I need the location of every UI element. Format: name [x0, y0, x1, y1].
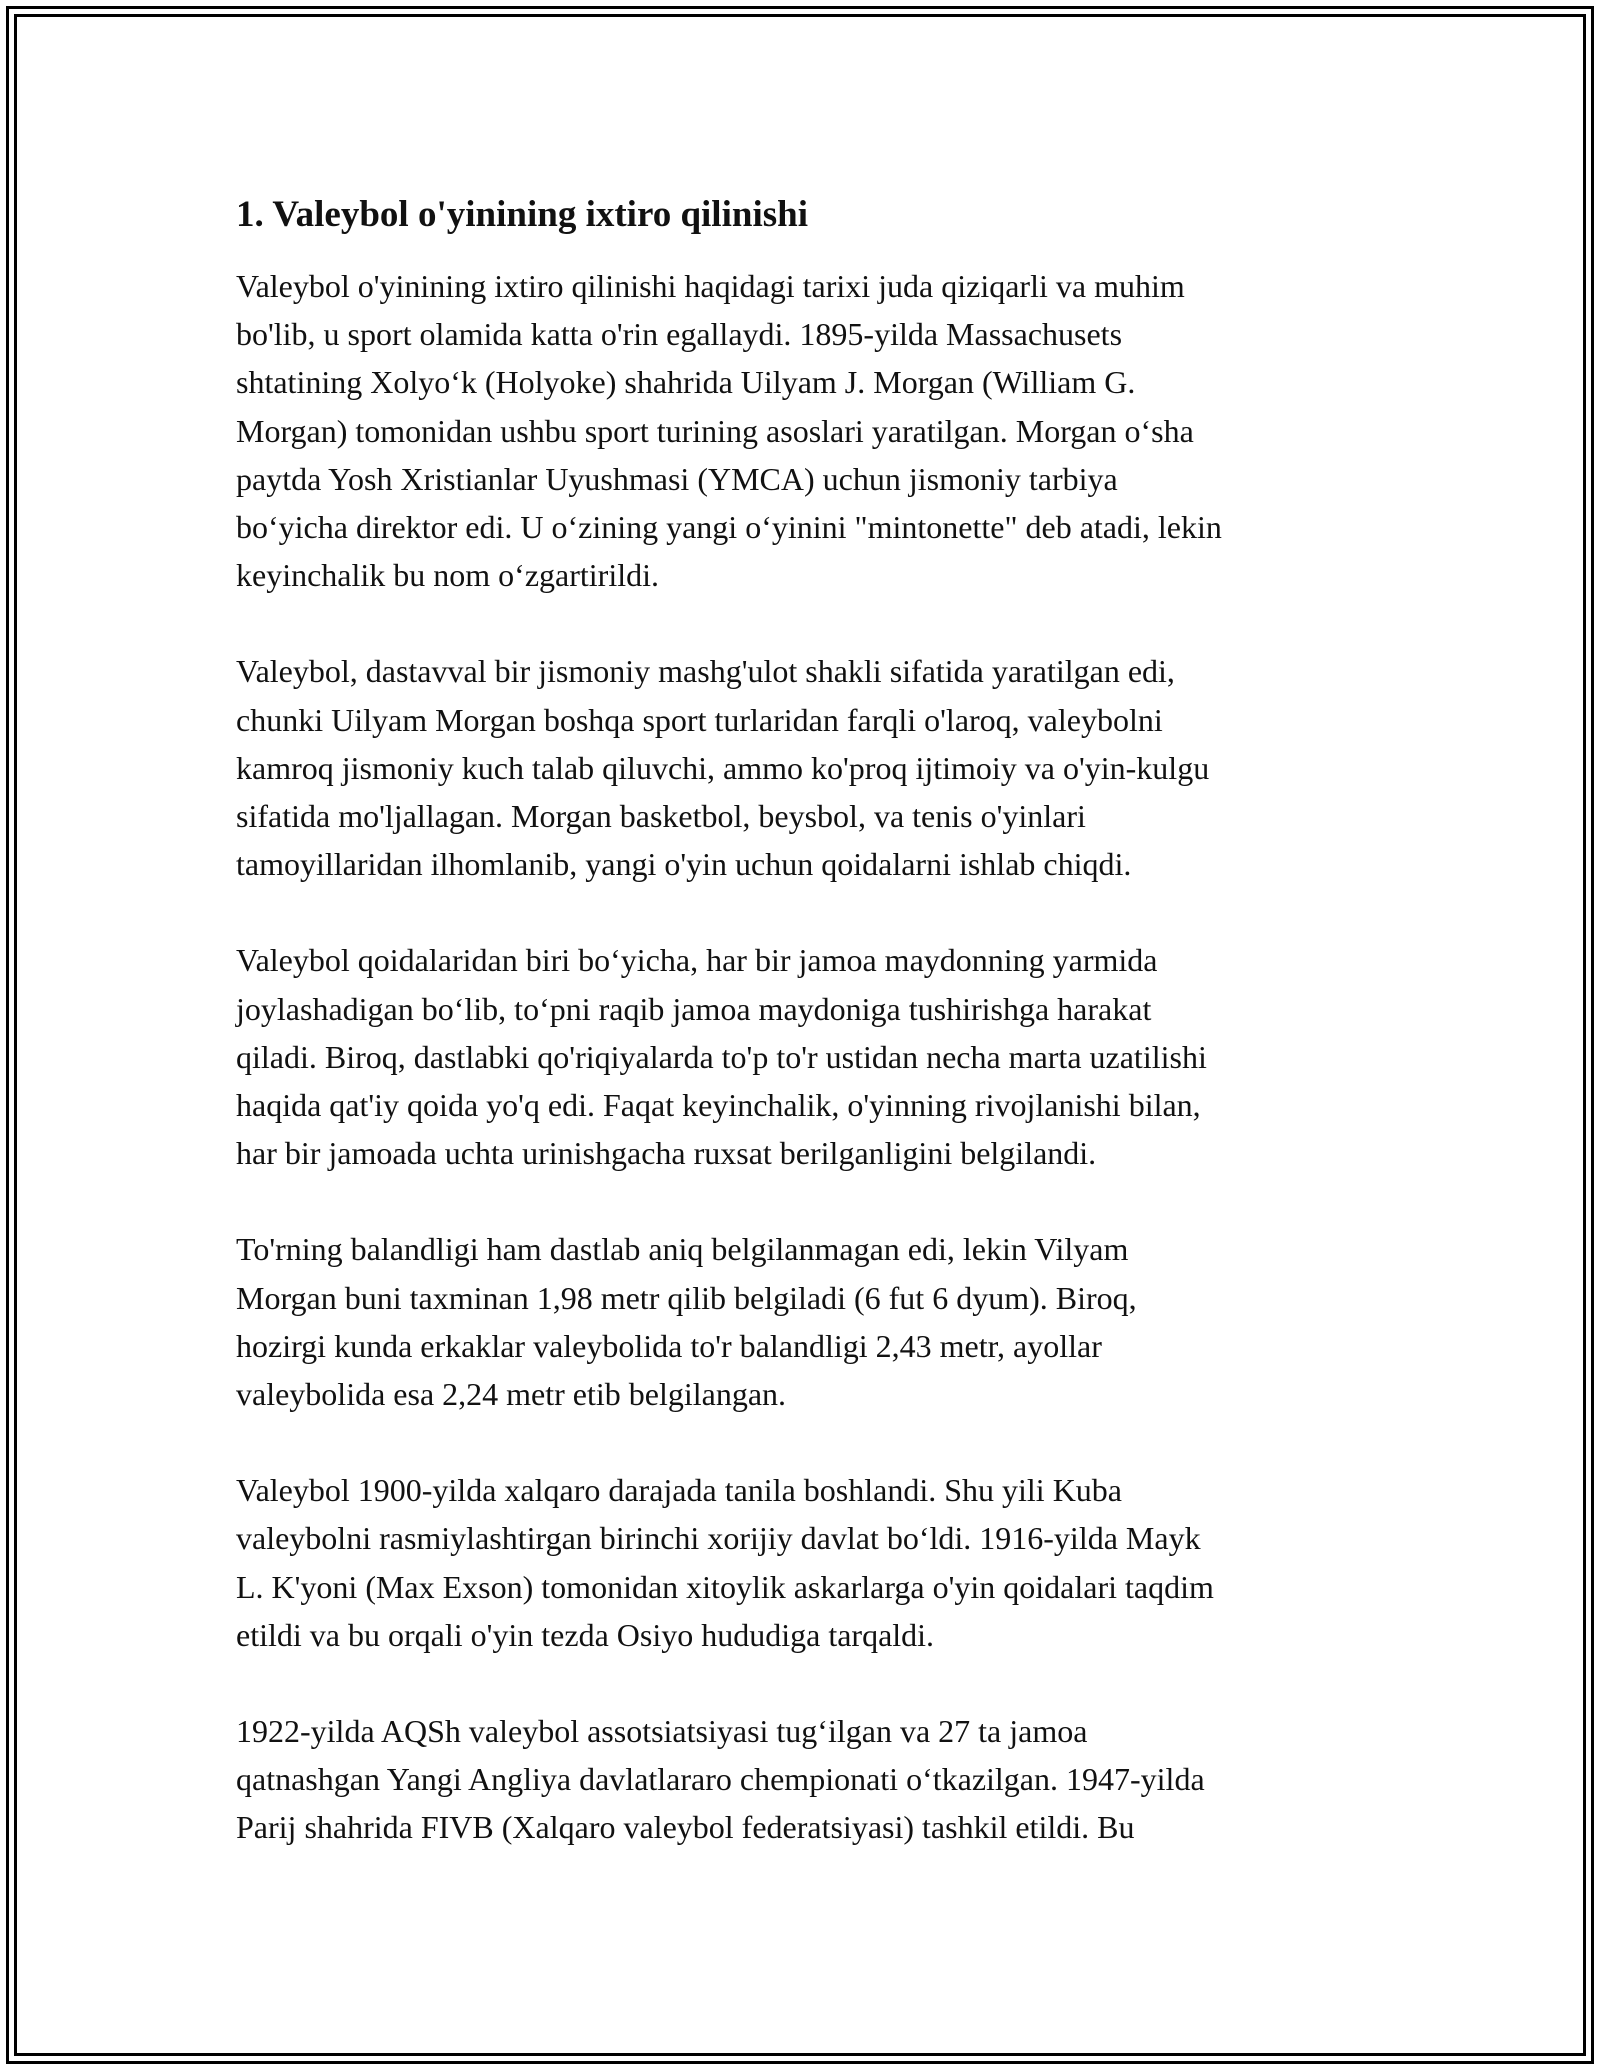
paragraph-line: qiladi. Biroq, dastlabki qo'riqiyalarda to'p to'r ustidan necha marta uzatilishi [236, 1038, 1207, 1075]
paragraph-line: Parij shahrida FIVB (Xalqaro valeybol federatsiyasi) tashkil etildi. Bu [236, 1809, 1135, 1846]
paragraph-line: shtatining Xolyo‘k (Holyoke) shahrida Uilyam J. Morgan (William G. [236, 364, 1136, 401]
paragraph-line: hozirgi kunda erkaklar valeybolida to'r balandligi 2,43 metr, ayollar [236, 1327, 1102, 1364]
paragraph-line: joylashadigan bo‘lib, to‘pni raqib jamoa maydoniga tushirishga harakat [236, 990, 1152, 1027]
paragraph-line: Valeybol, dastavval bir jismoniy mashg'ulot shakli sifatida yaratilgan edi, [236, 653, 1175, 690]
paragraph-line: kamroq jismoniy kuch talab qiluvchi, ammo ko'proq ijtimoiy va o'yin-kulgu [236, 749, 1210, 786]
section-heading: 1. Valeybol o'yinining ixtiro qilinishi [236, 194, 808, 235]
paragraph-line: haqida qat'iy qoida yo'q edi. Faqat keyinchalik, o'yinning rivojlanishi bilan, [236, 1087, 1201, 1124]
paragraph-line: Valeybol qoidalaridan biri bo‘yicha, har bir jamoa maydonning yarmida [236, 942, 1158, 979]
paragraph-line: L. K'yoni (Max Exson) tomonidan xitoylik askarlarga o'yin qoidalari taqdim [236, 1568, 1214, 1605]
paragraph-line: har bir jamoada uchta urinishgacha ruxsat berilganligini belgilandi. [236, 1135, 1097, 1172]
paragraph-line: Morgan) tomonidan ushbu sport turining asoslari yaratilgan. Morgan o‘sha [236, 412, 1194, 449]
paragraph [236, 1707, 1366, 1852]
paragraph-line: chunki Uilyam Morgan boshqa sport turlaridan farqli o'laroq, valeybolni [236, 701, 1163, 738]
paragraph [236, 936, 1366, 1177]
paragraph-line: bo‘yicha direktor edi. U o‘zining yangi o‘yinini "mintonette" deb atadi, lekin [236, 509, 1222, 546]
paragraph-line: qatnashgan Yangi Angliya davlatlararo chempionati o‘tkazilgan. 1947-yilda [236, 1761, 1205, 1798]
paragraph-line: To'rning balandligi ham dastlab aniq belgilanmagan edi, lekin Vilyam [236, 1231, 1129, 1268]
paragraph-line: 1922-yilda AQSh valeybol assotsiatsiyasi tug‘ilgan va 27 ta jamoa [236, 1713, 1088, 1750]
paragraph-line: Valeybol 1900-yilda xalqaro darajada tanila boshlandi. Shu yili Kuba [236, 1472, 1122, 1509]
paragraph-line: etildi va bu orqali o'yin tezda Osiyo hududiga tarqaldi. [236, 1616, 935, 1653]
paragraph-line: sifatida mo'ljallagan. Morgan basketbol, beysbol, va tenis o'yinlari [236, 798, 1086, 835]
paragraph-line: Morgan buni taxminan 1,98 metr qilib belgiladi (6 fut 6 dyum). Biroq, [236, 1279, 1137, 1316]
document-body [236, 188, 1366, 1900]
paragraph-line: paytda Yosh Xristianlar Uyushmasi (YMCA) uchun jismoniy tarbiya [236, 460, 1118, 497]
paragraph-line: valeybolni rasmiylashtirgan birinchi xorijiy davlat bo‘ldi. 1916-yilda Mayk [236, 1520, 1201, 1557]
paragraph-list [236, 262, 1366, 1852]
paragraph [236, 1466, 1366, 1659]
paragraph [236, 1225, 1366, 1418]
paragraph-line: tamoyillaridan ilhomlanib, yangi o'yin uchun qoidalarni ishlab chiqdi. [236, 846, 1132, 883]
paragraph [236, 647, 1366, 888]
paragraph-line: bo'lib, u sport olamida katta o'rin egallaydi. 1895-yilda Massachusets [236, 316, 1123, 353]
paragraph-line: valeybolida esa 2,24 metr etib belgilangan. [236, 1376, 787, 1413]
paragraph-line: keyinchalik bu nom o‘zgartirildi. [236, 557, 659, 594]
paragraph-line: Valeybol o'yinining ixtiro qilinishi haqidagi tarixi juda qiziqarli va muhim [236, 268, 1185, 304]
paragraph [236, 262, 1366, 599]
